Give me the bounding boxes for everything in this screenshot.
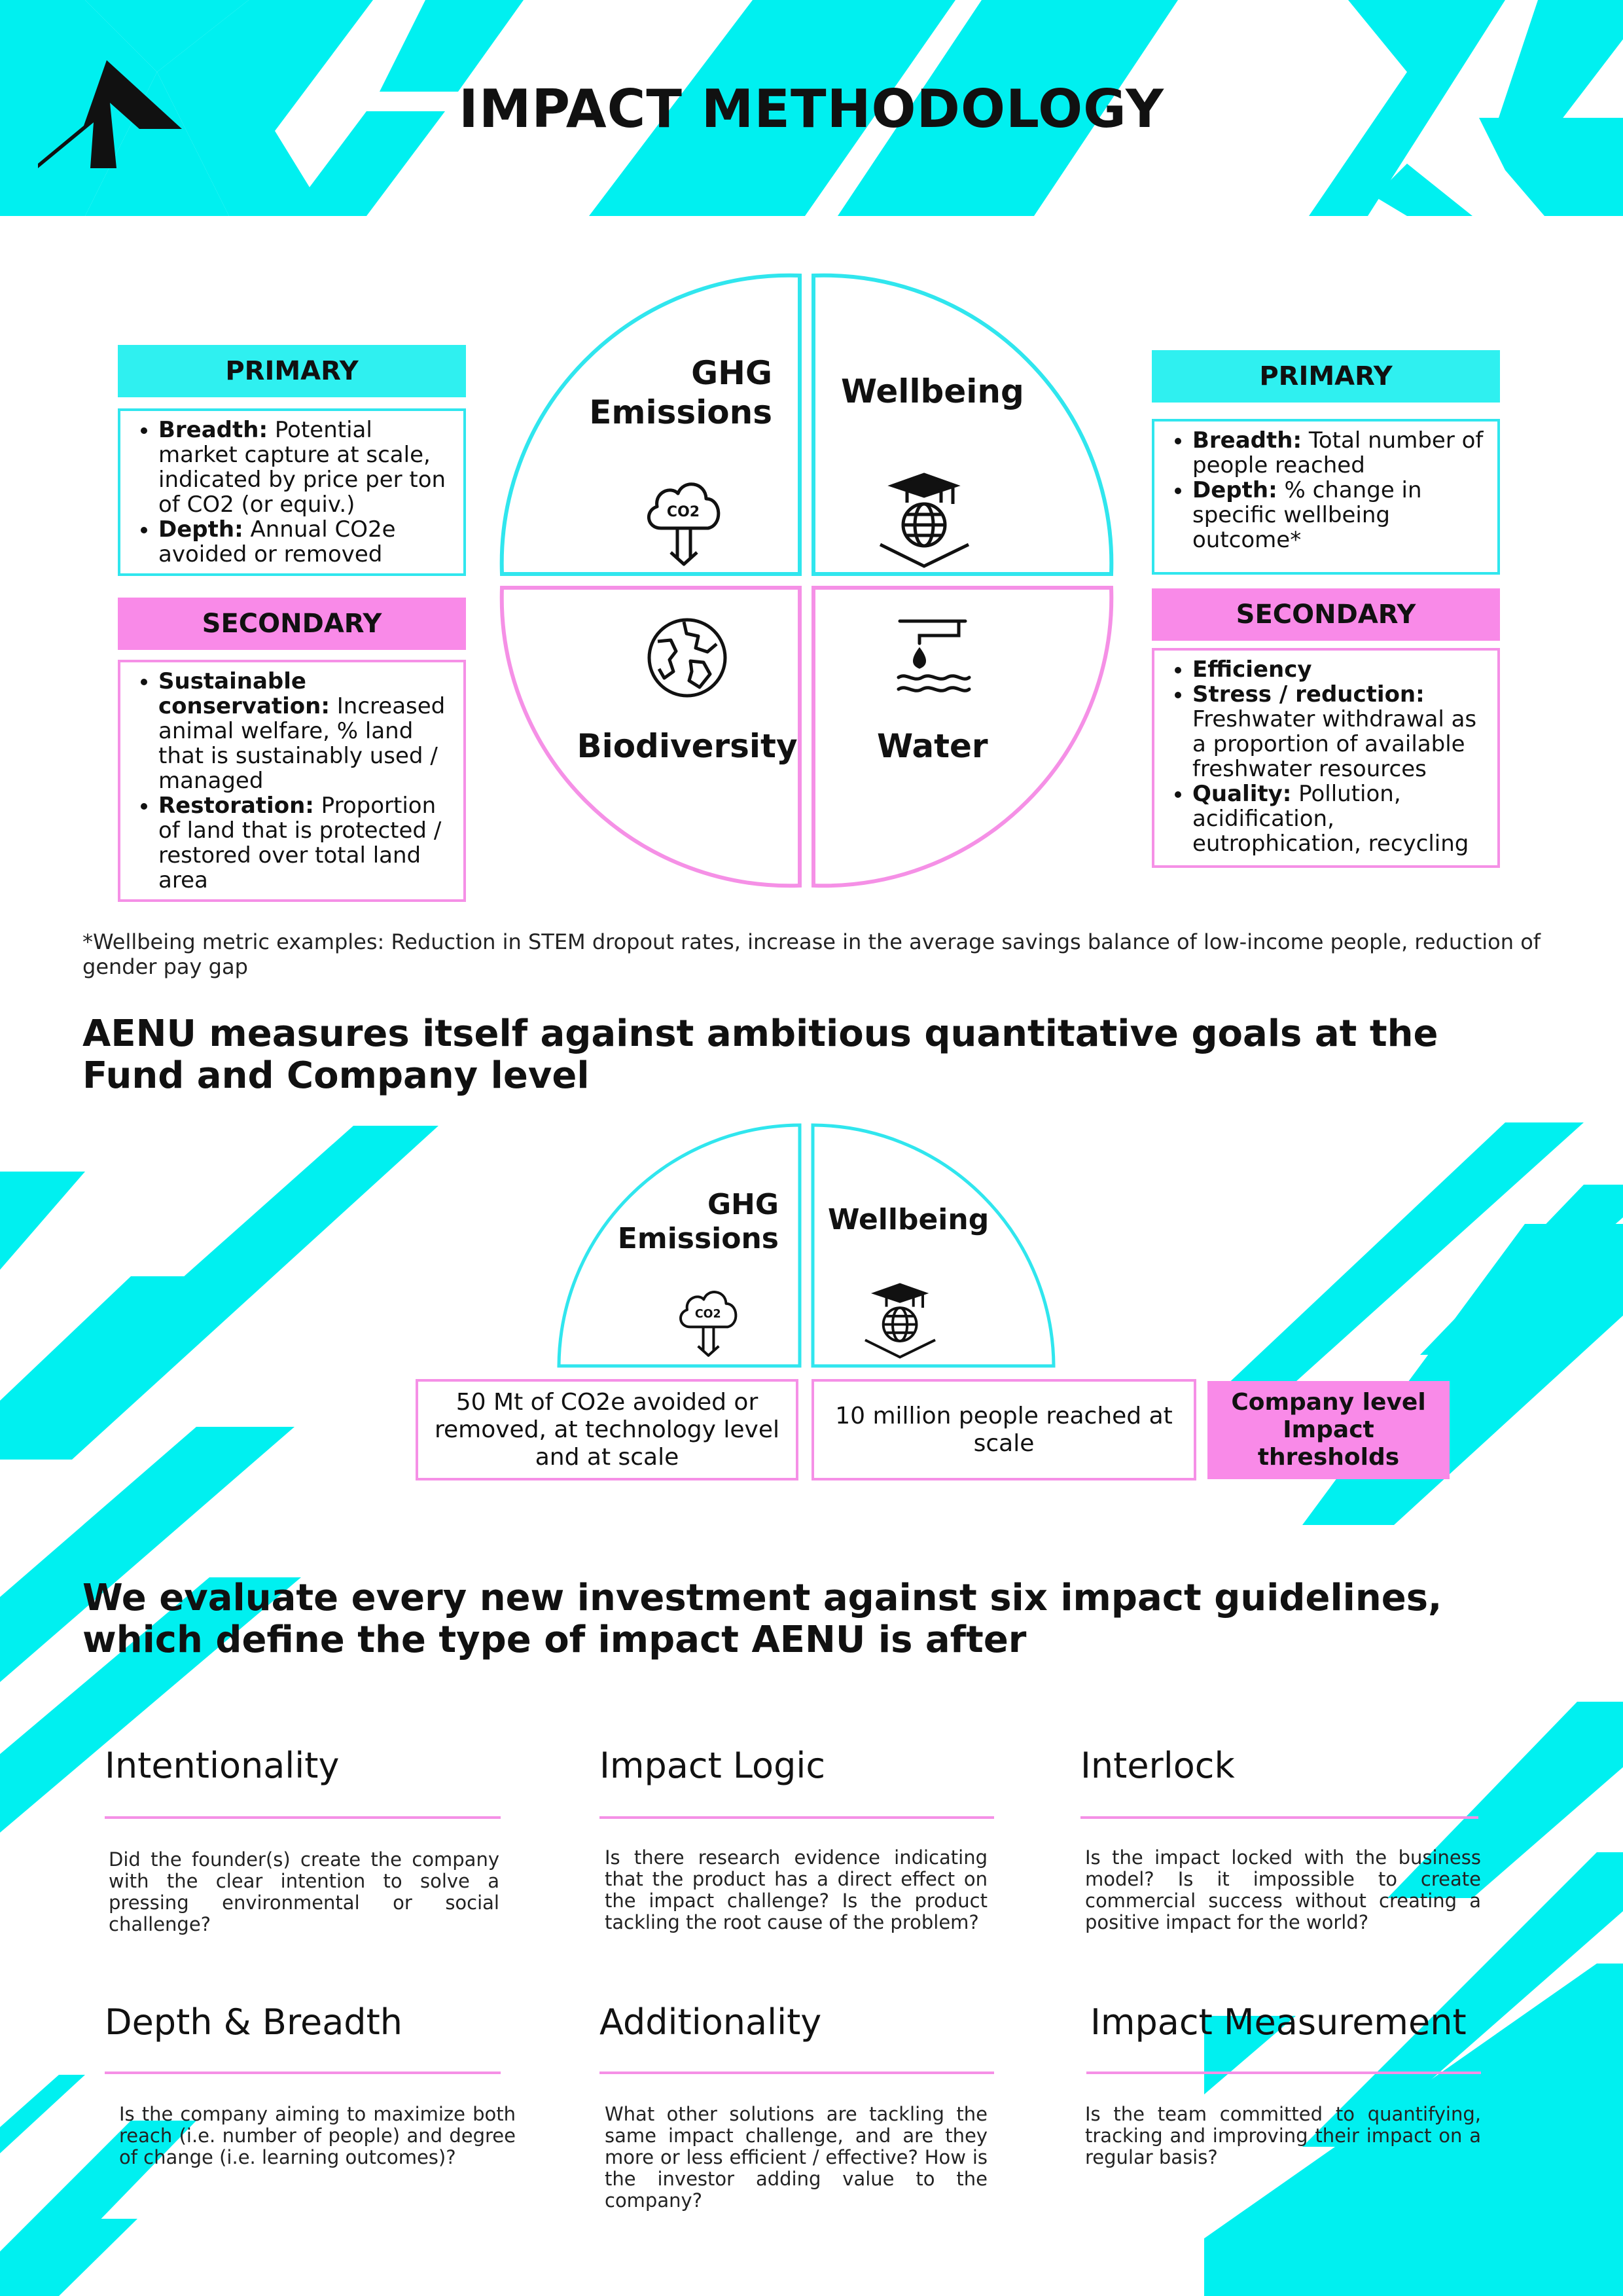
svg-text:CO2: CO2: [666, 504, 700, 520]
left-secondary-box: [118, 660, 466, 902]
mid-left-stripe: [0, 1172, 85, 1270]
left-primary-header: PRIMARY: [118, 345, 466, 397]
left-secondary-restoration: • Restoration: Proportion of land that is protected / restored over total land area: [158, 793, 457, 893]
wellbeing-target-box: 10 million people reached at scale: [812, 1379, 1196, 1480]
quadrant-label-wellbeing: Wellbeing: [841, 372, 1024, 410]
guideline-text-impact-measurement: Is the team committed to quantifying, tracking and improving their impact on a regular basis?: [1085, 2103, 1481, 2168]
goals-label-wellbeing: Wellbeing: [828, 1203, 990, 1236]
page-title: IMPACT METHODOLOGY: [459, 79, 1164, 139]
guideline-title-impact-measurement: Impact Measurement: [1090, 2001, 1467, 2043]
goals-label-ghg: GHG Emissions: [617, 1188, 779, 1255]
guideline-divider: [105, 2072, 501, 2074]
guideline-title-interlock: Interlock: [1080, 1745, 1235, 1786]
right-primary-box: [1152, 419, 1500, 575]
left-secondary-conservation: • Sustainable conservation: Increased animal welfare, % land that is sustainably used / managed: [158, 669, 457, 793]
right-secondary-quality: • Quality: Pollution, acidification, eutrophication, recycling: [1192, 781, 1491, 856]
guideline-divider: [105, 1816, 501, 1819]
guideline-text-additionality: What other solutions are tackling the same impact challenge, and are they more or less efficient / effective? How is the investor adding value to the company?: [605, 2103, 988, 2212]
guideline-divider: [599, 1816, 994, 1819]
quadrant-label-water: Water: [877, 727, 988, 765]
company-threshold-box: Company level Impact thresholds: [1207, 1381, 1450, 1479]
guideline-divider: [1086, 2072, 1481, 2074]
guideline-divider: [1080, 1816, 1478, 1819]
wellbeing-footnote: *Wellbeing metric examples: Reduction in STEM dropout rates, increase in the average savings balance of low-income people, reduction of gender pay gap: [82, 929, 1541, 979]
quadrant-label-ghg: GHG Emissions: [589, 354, 772, 431]
arrow-logo-icon: [38, 60, 182, 168]
left-secondary-header: SECONDARY: [118, 598, 466, 650]
guideline-text-impact-logic: Is there research evidence indicating that the product has a direct effect on the impact challenge? Is the product tackling the root cause of the problem?: [605, 1846, 988, 1933]
ghg-target-box: 50 Mt of CO2e avoided or removed, at technology level and at scale: [416, 1379, 798, 1480]
faucet-water-icon: [893, 612, 972, 697]
left-primary-breadth: • Breadth: Potential market capture at scale, indicated by price per ton of CO2 (or equiv.): [158, 418, 457, 517]
left-primary-depth: • Depth: Annual CO2e avoided or removed: [158, 517, 457, 567]
guidelines-heading: We evaluate every new investment against six impact guidelines, which define the type of impact AENU is after: [82, 1577, 1442, 1661]
guideline-title-intentionality: Intentionality: [105, 1745, 340, 1786]
svg-text:CO2: CO2: [694, 1308, 721, 1321]
goals-heading: AENU measures itself against ambitious quantitative goals at the Fund and Company level: [82, 1013, 1438, 1097]
right-primary-breadth: • Breadth: Total number of people reached: [1192, 428, 1491, 478]
right-secondary-header: SECONDARY: [1152, 588, 1500, 641]
guideline-title-depth-breadth: Depth & Breadth: [105, 2001, 402, 2043]
graduation-globe-icon: [877, 471, 972, 569]
right-secondary-box: [1152, 648, 1500, 868]
graduation-globe-icon: [863, 1282, 938, 1360]
co2-cloud-icon: [641, 473, 726, 567]
guideline-text-intentionality: Did the founder(s) create the company with the clear intention to solve a pressing environmental or social challenge?: [109, 1848, 499, 1935]
right-secondary-stress: • Stress / reduction: Freshwater withdrawal as a proportion of available freshwater resources: [1192, 682, 1491, 781]
left-primary-box: [118, 408, 466, 576]
guideline-text-interlock: Is the impact locked with the business model? Is it impossible to create commercial success without creating a positive impact for the world?: [1085, 1846, 1481, 1933]
guideline-title-additionality: Additionality: [599, 2001, 822, 2043]
quadrant-label-biodiversity: Biodiversity: [577, 727, 798, 765]
earth-icon: [645, 615, 730, 700]
right-secondary-efficiency: • Efficiency: [1192, 657, 1491, 682]
guideline-text-depth-breadth: Is the company aiming to maximize both reach (i.e. number of people) and degree of change (i.e. learning outcomes)?: [119, 2103, 516, 2168]
right-primary-depth: • Depth: % change in specific wellbeing outcome*: [1192, 478, 1491, 552]
right-primary-header: PRIMARY: [1152, 350, 1500, 403]
guideline-title-impact-logic: Impact Logic: [599, 1745, 826, 1786]
co2-cloud-icon: [674, 1283, 743, 1358]
guideline-divider: [599, 2072, 994, 2074]
